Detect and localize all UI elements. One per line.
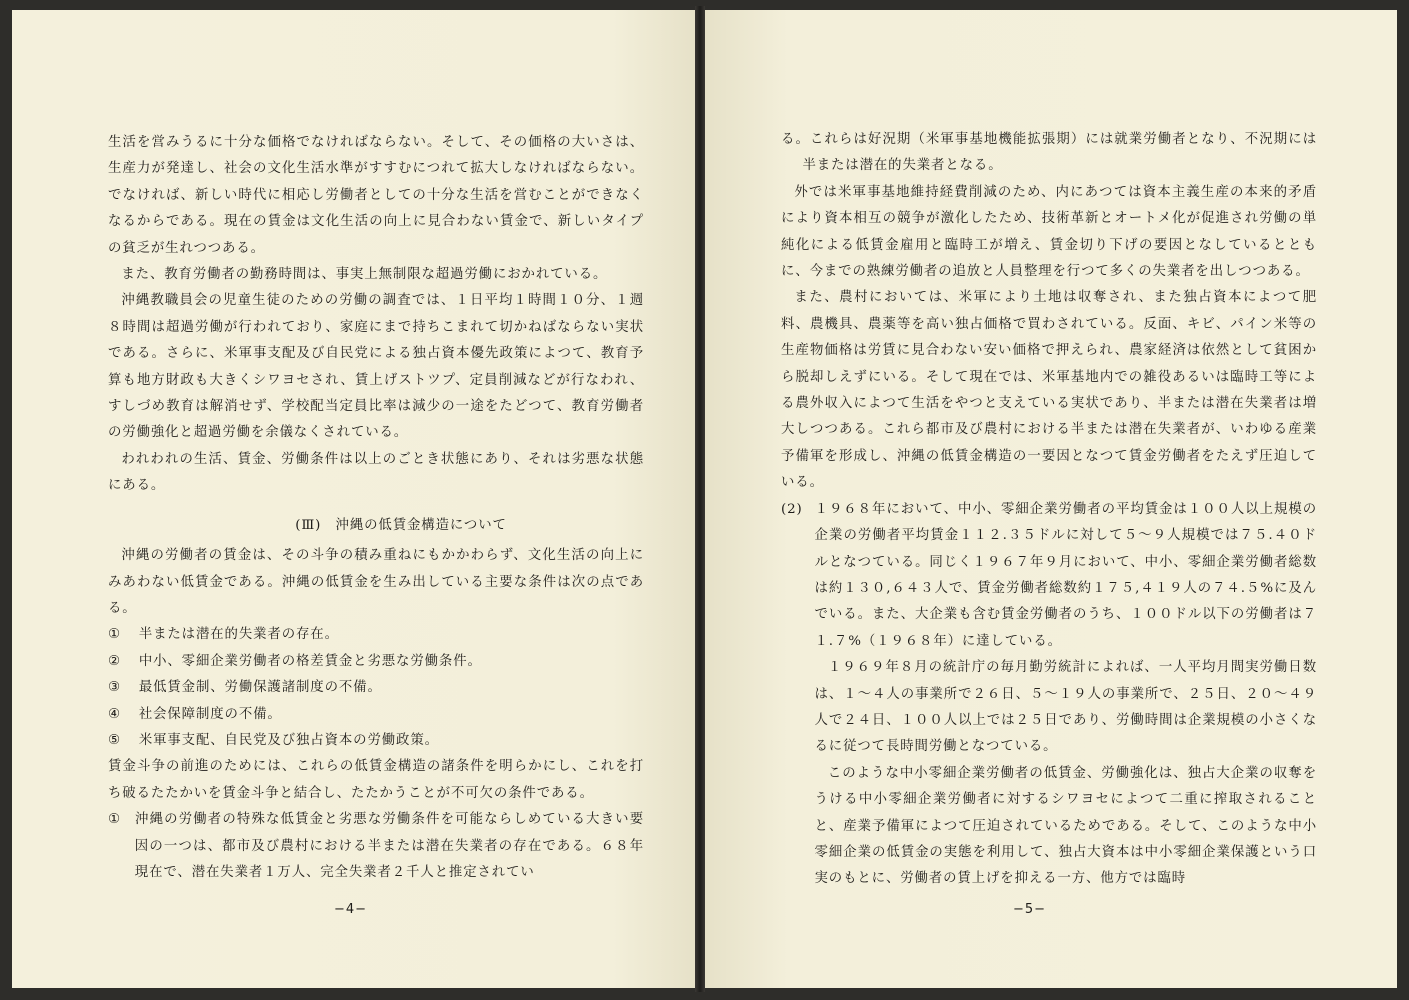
paragraph: １９６９年８月の統計庁の毎月勤労統計によれば、一人平均月間実労働日数は、１〜４人の事業所で２６日、５〜１９人の事業所で、２５日、２０〜４９人で２４日、１００人以上では２５日であり、労働時間は企業規模の小さくなるに従つて長時間労働となつている。: [814, 660, 1317, 755]
list-text: 米軍事支配、自民党及び独占資本の労働政策。: [138, 732, 439, 748]
list-item: [108, 622, 644, 648]
section-heading: (Ⅲ) 沖縄の低賃金構造について: [295, 517, 507, 533]
list-number: ②: [108, 653, 121, 669]
list-number: ⑤: [108, 732, 121, 748]
list-number: ③: [108, 680, 121, 696]
list-item: [108, 702, 644, 728]
paragraph: われわれの生活、賃金、労働条件は以上のごとき状態にあり、それは劣悪な状態にある。: [108, 451, 644, 494]
paragraph: 沖縄教職員会の児童生徒のための労働の調査では、１日平均１時間１０分、１週８時間は超過労働が行われており、家庭にまで持ちこまれて切かねばならない実状である。さらに、米軍事支配及び自民党による独占資本優先政策によつて、教育予算も地方財政も大きくシワヨセされ、賃上げストツプ、定員削減などが行なわれ、すしづめ教育は解消せず、学校配当定員比率は減少の一途をたどつて、教育労働者の労働強化と超過労働を余儀なくされている。: [108, 293, 645, 441]
book-spine: [695, 6, 705, 992]
right-page-body: [781, 127, 1317, 893]
list-number: ④: [108, 706, 121, 722]
list-item: [108, 675, 644, 701]
list-text: 沖縄の労働者の特殊な低賃金と劣悪な労働条件を可能ならしめている大きい要因の一つは、都市及び農村における半または潜在失業者の存在である。６８年現在で、潜在失業者１万人、完全失業者２千人と推定されてい: [134, 812, 644, 880]
paragraph: 沖縄の労働者の賃金は、その斗争の積み重ねにもかかわらず、文化生活の向上にみあわない低賃金である。沖縄の低賃金を生み出している主要な条件は次の点である。: [108, 548, 645, 616]
page-number: −5−: [1013, 902, 1047, 917]
list-number: (2): [781, 501, 803, 517]
list-text: １９６８年において、中小、零細企業労働者の平均賃金は１００人以上規模の企業の労働者平均賃金１１２.３５ドルに対して５〜９人規模では７５.４０ドルとなつている。同じく１９６７年９月において、中小、零細企業労働者総数は約１３０,６４３人で、賃金労働者総数約１７５,４１９人の７４.５%に及んでいる。また、大企業も含む賃金労働者のうち、１００ドル以下の労働者は７１.７%（１９６８年）に達している。: [814, 501, 1317, 649]
list-item: [108, 649, 644, 675]
paragraph: また、教育労働者の勤務時間は、事実上無制限な超過労働におかれている。: [121, 267, 608, 283]
list-text: 中小、零細企業労働者の格差賃金と劣悪な労働条件。: [138, 653, 482, 669]
list-text: 半または潜在的失業者の存在。: [138, 627, 339, 643]
left-page-body: [108, 130, 644, 886]
paragraph: る。これらは好況期（米軍事基地機能拡張期）には就業労働者となり、不況期には半または潜在的失業者となる。: [781, 132, 1317, 174]
paragraph: また、農村においては、米軍により土地は収奪され、また独占資本によつて肥料、農機具、農薬等を高い独占価格で買わされている。反面、キビ、パイン米等の生産物価格は労賃に見合わない安い価格で押えられ、農家経済は依然として貧困から脱却しえずにいる。そして現在では、米軍基地内での雑役あるいは臨時工等による農外収入によつて生活をやつと支えている実状であり、半または潜在失業者は増大しつつある。これら都市及び農村における半または潜在失業者が、いわゆる産業予備軍を形成し、沖縄の低賃金構造の一要因となつて賃金労働者をたえず圧迫している。: [781, 290, 1317, 491]
page-number: −4−: [334, 902, 368, 917]
list-text: 社会保障制度の不備。: [138, 706, 282, 722]
left-page: [12, 10, 695, 988]
paragraph: 賃金斗争の前進のためには、これらの低賃金構造の諸条件を明らかにし、これを打ち破るたたかいを賃金斗争と結合し、たたかうことが不可欠の条件である。: [108, 759, 644, 801]
list-text: 最低賃金制、労働保護諸制度の不備。: [138, 680, 382, 696]
paragraph: このような中小零細企業労働者の低賃金、労働強化は、独占大企業の収奪をうける中小零細企業労働者に対するシワヨセによつて二重に搾取されることと、産業予備軍によつて圧迫されているためである。そして、このような中小零細企業の低賃金の実態を利用して、独占大資本は中小零細企業保護という口実のもとに、労働者の賃上げを抑える一方、他方では臨時: [814, 765, 1317, 887]
numbered-item: [108, 807, 644, 886]
numbered-item: [781, 497, 1317, 655]
paragraph: 外では米軍事基地維持経費削減のため、内にあつては資本主義生産の本来的矛盾により資本相互の競争が激化したため、技術革新とオートメ化が促進され労働の単純化による低賃金雇用と臨時工が増え、賃金切り下げの要因となしているとともに、今までの熟練労働者の追放と人員整理を行つて多くの失業者を出しつつある。: [781, 184, 1317, 280]
right-page: [705, 10, 1397, 988]
list-number: ①: [108, 812, 121, 828]
list-item: [108, 728, 644, 754]
list-number: ①: [108, 627, 121, 643]
paragraph: 生活を営みうるに十分な価格でなければならない。そして、その価格の大いさは、生産力が発達し、社会の文化生活水準がすすむにつれて拡大しなければならない。でなければ、新しい時代に相応し労働者としての十分な生活を営むことができなくなるからである。現在の賃金は文化生活の向上に見合わない賃金で、新しいタイプの貧乏が生れつつある。: [108, 135, 644, 256]
